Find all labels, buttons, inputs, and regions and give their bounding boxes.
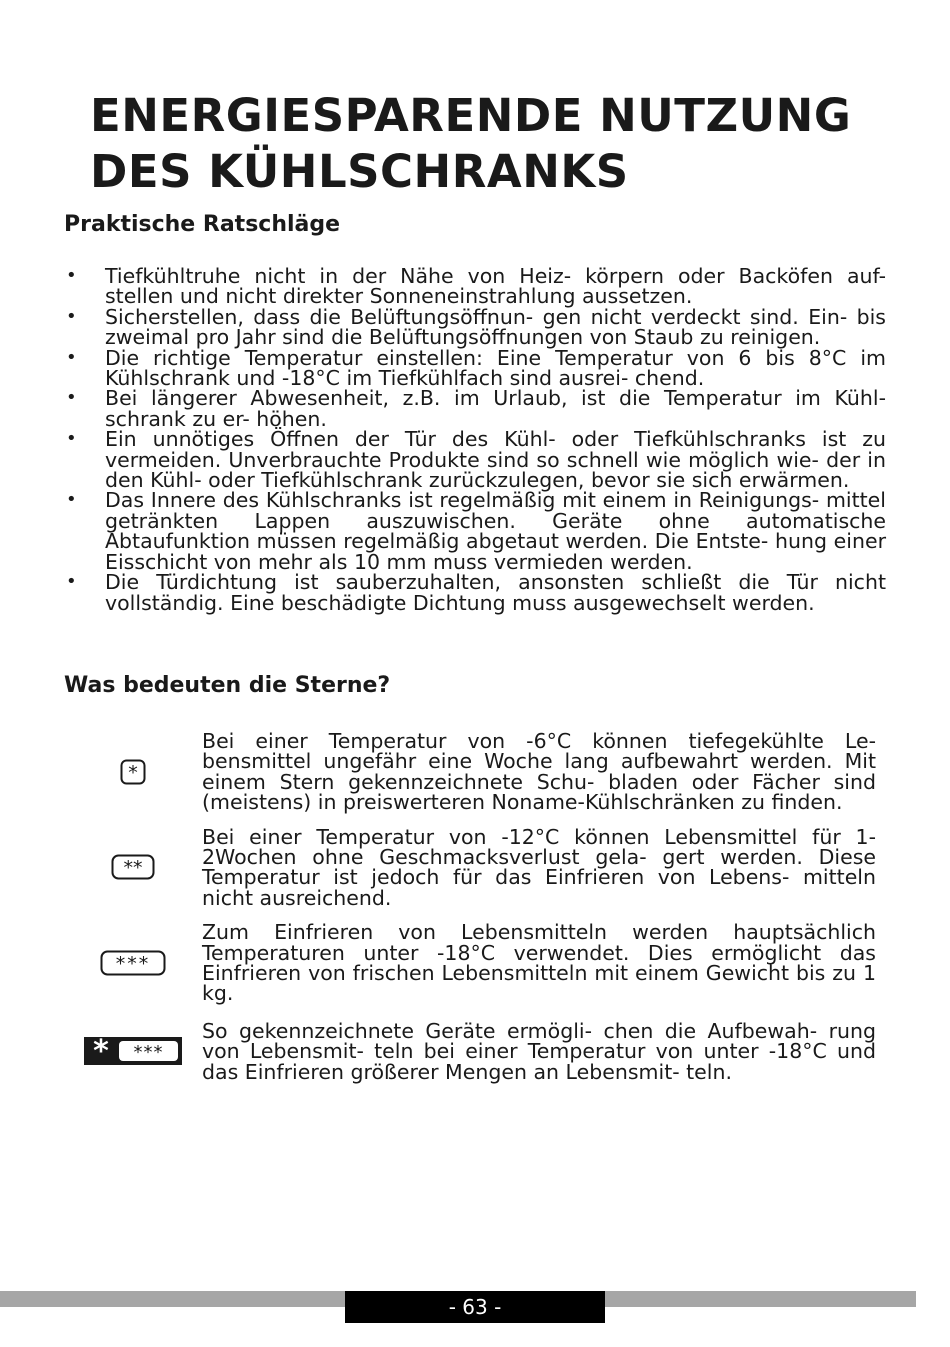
bullet-icon: • <box>66 305 77 327</box>
page-title <box>90 88 890 200</box>
page-number: - 63 - <box>345 1291 605 1323</box>
svg-text:***: *** <box>115 953 151 976</box>
bullet-icon: • <box>66 265 77 286</box>
svg-text:**: ** <box>123 857 143 880</box>
star-row <box>64 922 876 1004</box>
star-description: Bei einer Temperatur von -12°C können Lebensmittel für 1-2Wochen ohne Geschmacksverlust gela- gert werden. Diese Temperatur ist jedoch für das Einfrieren von Lebens- mitteln nicht ausreichend. <box>202 824 876 910</box>
list-item <box>64 345 886 391</box>
one-star-icon <box>120 759 146 785</box>
list-item-text: Die richtige Temperatur einstellen: Eine Temperatur von 6 bis 8°C im Kühlschrank und -18°C im Tiefkühlfach sind ausrei- chend. <box>105 345 886 391</box>
list-item-text: Tiefkühltruhe nicht in der Nähe von Heiz- körpern oder Backöfen auf- stellen und nicht direkter Sonneneinstrahlung aussetzen. <box>105 264 886 309</box>
star-row <box>64 1018 876 1084</box>
list-item-text: Bei längerer Abwesenheit, z.B. im Urlaub, ist die Temperatur im Kühl- schrank zu er- höhen. <box>105 386 886 431</box>
list-item-text: Die Türdichtung ist sauberzuhalten, ansonsten schließt die Tür nicht vollständig. Eine beschädigte Dichtung muss ausgewechselt werden. <box>105 570 886 615</box>
bullet-icon: • <box>66 571 77 593</box>
svg-text:*: * <box>93 1037 109 1066</box>
bullet-icon: • <box>66 428 77 450</box>
tips-list <box>64 266 886 613</box>
star-description: Zum Einfrieren von Lebensmitteln werden hauptsächlich Temperaturen unter -18°C verwendet. Dies ermöglicht das Einfrieren von frischen Lebensmitteln mit einem Gewicht bis zu 1 kg. <box>202 920 876 1006</box>
star-row <box>64 731 876 813</box>
star-description: So gekennzeichnete Geräte ermögli- chen die Aufbewah- rung von Lebensmit- teln bei einer Temperatur von unter -18°C und das Einfrieren größerer Mengen an Lebensmit- teln. <box>202 1018 876 1084</box>
svg-text:*: * <box>128 761 138 784</box>
section-heading-stars: Was bedeuten die Sterne? <box>64 673 391 698</box>
list-item <box>64 427 886 493</box>
list-item-text: Sicherstellen, dass die Belüftungsöffnun- gen nicht verdeckt sind. Ein- bis zweimal pro Jahr sind die Belüftungsöffnungen von Staub zu reinigen. <box>105 304 886 350</box>
two-star-icon <box>111 854 155 880</box>
list-item <box>64 388 886 429</box>
three-star-icon <box>100 950 166 976</box>
four-star-icon <box>84 1037 182 1065</box>
star-description: Bei einer Temperatur von -6°C können tiefegekühlte Le- bensmittel ungefähr eine Woche lang aufbewahrt werden. Mit einem Stern gekennzeichnete Schu- bladen oder Fächer sind (meistens) in preiswerteren Noname-Kühlschränken zu finden. <box>202 729 876 815</box>
list-item <box>64 572 886 613</box>
section-heading-tips: Praktische Ratschläge <box>64 212 341 237</box>
list-item <box>64 490 886 572</box>
star-rating-table <box>64 731 876 1096</box>
star-row <box>64 824 876 910</box>
bullet-icon: • <box>66 346 77 368</box>
bullet-icon: • <box>66 489 77 511</box>
list-item <box>64 266 886 307</box>
list-item-text: Das Innere des Kühlschranks ist regelmäßig mit einem in Reinigungs- mittel getränkten Lappen auszuwischen. Geräte ohne automatische Abtaufunktion müssen regelmäßig abgetaut werden. Die Entste- hung einer Eisschicht von mehr als 10 mm muss vermieden werden. <box>105 488 886 574</box>
bullet-icon: • <box>66 387 77 409</box>
title-line-1: ENERGIESPARENDE NUTZUNG <box>90 89 852 142</box>
title-line-2: DES KÜHLSCHRANKS <box>90 145 629 198</box>
list-item <box>64 304 886 350</box>
svg-text:***: *** <box>133 1042 164 1064</box>
list-item-text: Ein unnötiges Öffnen der Tür des Kühl- oder Tiefkühlschranks ist zu vermeiden. Unverbrauchte Produkte sind so schnell wie möglich wie- der in den Kühl- oder Tiefkühlschrank zurückzulegen, bevor sie sich erwärmen. <box>105 427 886 493</box>
